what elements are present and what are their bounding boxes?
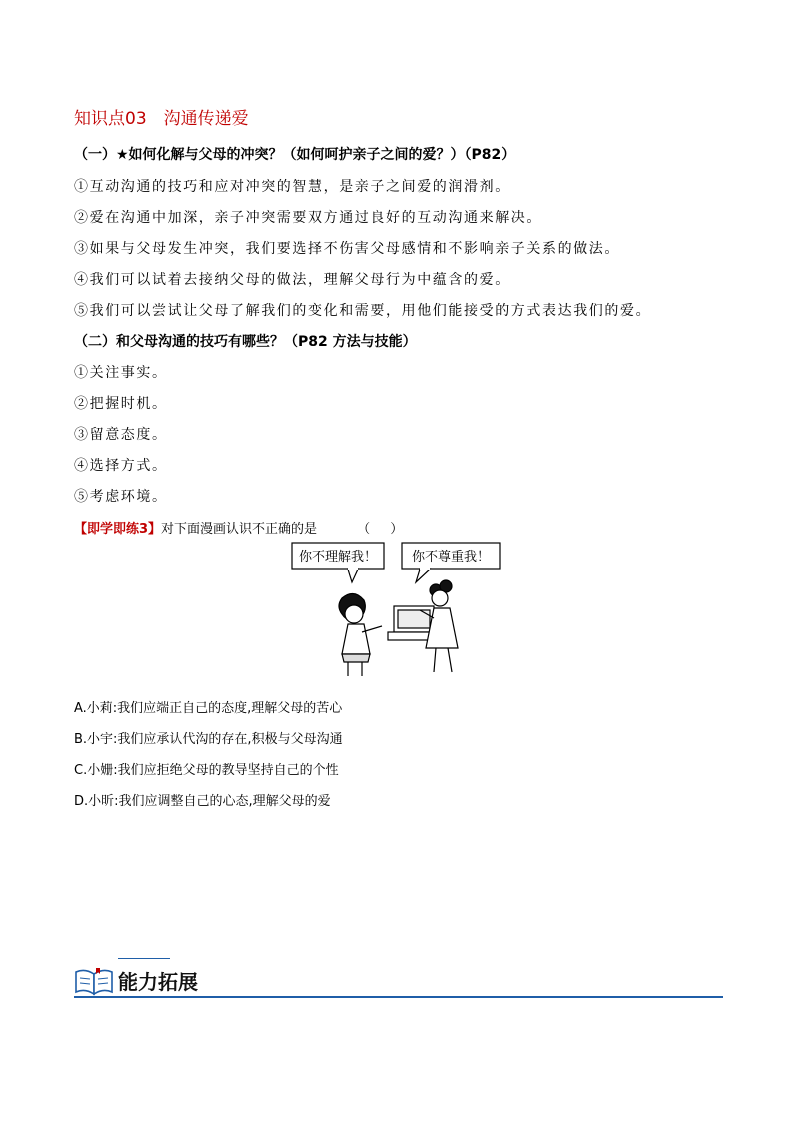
practice-question-text: 对下面漫画认识不正确的是 xyxy=(161,522,318,537)
q1-item-4: ④我们可以试着去接纳父母的做法，理解父母行为中蕴含的爱。 xyxy=(74,272,511,288)
option-c: C.小姗:我们应拒绝父母的教导坚持自己的个性 xyxy=(74,763,339,778)
open-book-icon xyxy=(74,966,114,996)
cartoon-illustration xyxy=(290,540,505,680)
q2-item-2: ②把握时机。 xyxy=(74,396,168,412)
option-d: D.小昕:我们应调整自己的心态,理解父母的爱 xyxy=(74,794,331,809)
answer-blank: （ ） xyxy=(357,522,412,537)
question-heading-2: （二）和父母沟通的技巧有哪些？（P82 方法与技能） xyxy=(74,334,417,350)
practice-question xyxy=(74,518,411,537)
q1-item-5: ⑤我们可以尝试让父母了解我们的变化和需要，用他们能接受的方式表达我们的爱。 xyxy=(74,303,652,319)
q2-item-1: ①关注事实。 xyxy=(74,365,168,381)
q2-item-5: ⑤考虑环境。 xyxy=(74,489,168,505)
bubble-right-text: 你不尊重我！ xyxy=(411,550,491,565)
option-a: A.小莉:我们应端正自己的态度,理解父母的苦心 xyxy=(74,701,343,716)
q1-item-3: ③如果与父母发生冲突，我们要选择不伤害父母感情和不影响亲子关系的做法。 xyxy=(74,241,620,257)
bubble-left-text: 你不理解我！ xyxy=(298,550,378,565)
q1-item-1: ①互动沟通的技巧和应对冲突的智慧，是亲子之间爱的润滑剂。 xyxy=(74,179,511,195)
extension-rule xyxy=(74,996,723,998)
section-title: 知识点03 沟通传递爱 xyxy=(74,109,249,129)
extension-top-rule xyxy=(118,958,170,959)
q2-item-4: ④选择方式。 xyxy=(74,458,168,474)
extension-title: 能力拓展 xyxy=(118,970,198,994)
practice-tag: 【即学即练3】 xyxy=(74,522,162,537)
q1-item-2: ②爱在沟通中加深，亲子冲突需要双方通过良好的互动沟通来解决。 xyxy=(74,210,542,226)
question-heading-1: （一）★如何化解与父母的冲突？（如何呵护亲子之间的爱？）（P82） xyxy=(74,147,516,163)
q2-item-3: ③留意态度。 xyxy=(74,427,168,443)
option-b: B.小宇:我们应承认代沟的存在,积极与父母沟通 xyxy=(74,732,343,747)
child-figure xyxy=(339,593,382,676)
